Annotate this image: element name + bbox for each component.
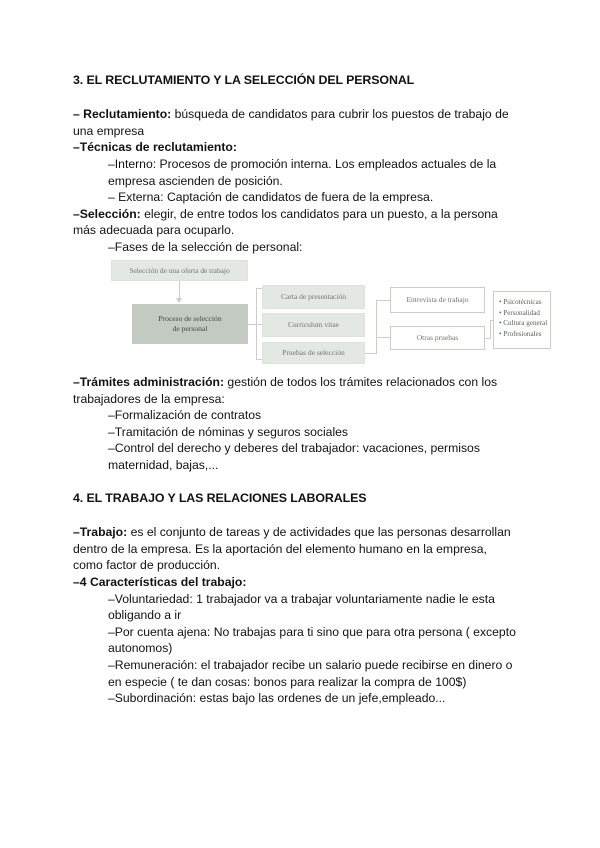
voluntariedad-text-2: obligando a ir bbox=[108, 608, 182, 622]
tramites-text: gestión de todos los trámites relacionados con los bbox=[224, 375, 498, 389]
interno-text: –Interno: Procesos de promoción interna. Los empleados actuales de la bbox=[108, 157, 497, 171]
proceso-label-2: de personal bbox=[172, 324, 208, 333]
tramite-item: –Control del derecho y deberes del trabajador: vacaciones, permisos bbox=[108, 441, 480, 455]
caracteristicas-label: –4 Características del trabajo: bbox=[73, 575, 247, 589]
curriculum-box: Curriculum vitae bbox=[262, 313, 365, 337]
voluntariedad-text: –Voluntariedad: 1 trabajador va a trabajar voluntariamente nadie le esta bbox=[108, 592, 495, 606]
otras-pruebas-box: Otras pruebas bbox=[390, 326, 485, 350]
connector bbox=[490, 320, 491, 339]
section-3-title: 3. EL RECLUTAMIENTO Y LA SELECCIÓN DEL PERSONAL bbox=[73, 73, 415, 87]
arrow-down-icon bbox=[176, 298, 182, 303]
test-item: • Psicotécnicas bbox=[499, 298, 542, 306]
subordinacion-text: –Subordinación: estas bajo las ordenes de un jefe,empleado... bbox=[108, 691, 446, 705]
remuneracion-text: –Remuneración: el trabajador recibe un salario puede recibirse en dinero o bbox=[108, 658, 513, 672]
reclutamiento-line bbox=[73, 106, 509, 123]
connector bbox=[248, 324, 256, 325]
trabajo-text: es el conjunto de tareas y de actividades que las personas desarrollan bbox=[127, 525, 511, 539]
seleccion-text-2: más adecuada para ocuparlo. bbox=[73, 223, 235, 237]
tramite-item: –Formalización de contratos bbox=[108, 408, 262, 422]
tramites-text-2: trabajadores de la empresa: bbox=[73, 392, 225, 406]
tests-box bbox=[493, 291, 551, 349]
reclutamiento-label: – Reclutamiento: bbox=[73, 107, 172, 121]
test-item: • Personalidad bbox=[499, 308, 540, 317]
seleccion-line bbox=[73, 206, 498, 223]
tecnicas-label: –Técnicas de reclutamiento: bbox=[73, 140, 237, 154]
selection-process-diagram bbox=[108, 258, 554, 364]
pruebas-box: Pruebas de selección bbox=[262, 342, 365, 364]
reclutamiento-text: búsqueda de candidatos para cubrir los puestos de trabajo de bbox=[171, 107, 509, 121]
trabajo-label: –Trabajo: bbox=[73, 525, 128, 539]
tramite-item: –Tramitación de nóminas y seguros sociales bbox=[108, 425, 349, 439]
trabajo-text-3: como factor de producción. bbox=[73, 558, 221, 572]
remuneracion-text-2: en especie ( te dan cosas: bonos para realizar la compra de 100$) bbox=[108, 675, 467, 689]
carta-box: Carta de presentación bbox=[262, 285, 365, 309]
fases-text: –Fases de la selección de personal: bbox=[108, 240, 303, 254]
trabajo-text-2: dentro de la empresa. Es la aportación del elemento humano en la empresa, bbox=[73, 542, 487, 556]
reclutamiento-text-2: una empresa bbox=[73, 124, 145, 138]
tramites-line bbox=[73, 374, 497, 391]
oferta-box: Selección de una oferta de trabajo bbox=[111, 260, 248, 281]
test-item: • Cultura general bbox=[499, 319, 548, 327]
proceso-label-1: Proceso de selección bbox=[158, 314, 222, 323]
entrevista-box: Entrevista de trabajo bbox=[390, 287, 485, 313]
interno-text-2: empresa ascienden de posición. bbox=[108, 174, 283, 188]
connector bbox=[376, 300, 390, 301]
externo-text: – Externa: Captación de candidatos de fuera de la empresa. bbox=[108, 190, 434, 204]
trabajo-line bbox=[73, 524, 511, 541]
connector bbox=[376, 300, 377, 354]
seleccion-text: elegir, de entre todos los candidatos para un puesto, a la persona bbox=[140, 207, 498, 221]
seleccion-label: –Selección: bbox=[73, 207, 141, 221]
test-item: • Profesionales bbox=[499, 329, 542, 338]
cuenta-ajena-text-2: autonomos) bbox=[108, 641, 173, 655]
connector bbox=[376, 337, 390, 338]
tramites-label: –Trámites administración: bbox=[73, 375, 225, 389]
cuenta-ajena-text: –Por cuenta ajena: No trabajas para ti sino que para otra persona ( excepto bbox=[108, 625, 516, 639]
section-4-title: 4. EL TRABAJO Y LAS RELACIONES LABORALES bbox=[73, 491, 367, 505]
tramite-item: maternidad, bajas,... bbox=[108, 458, 219, 472]
proceso-box bbox=[132, 304, 248, 344]
